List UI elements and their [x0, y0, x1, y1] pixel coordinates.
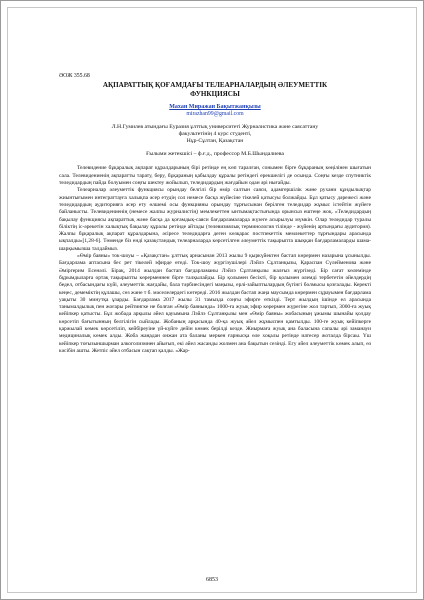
article-title [59, 81, 371, 98]
affiliation-line-1: Л.Н.Гумилев атындағы Еуразия ұлттық университеті Журналистика және саясаттану [111, 124, 319, 131]
affiliation-line-3: Нұр-Сұлтан, Қазақстан [186, 138, 244, 145]
paragraph-3: «Өмір баяны» ток-шоуы – «Қазақстан» ұлттық арнасынан 2013 жылы 9 қыркүйектен бастап көрермен назарына ұсынылды. Бағдарлама аптасына бес рет тікелей эфирде өтеді. Ток-шоу жүргізушілері Лэйлэ Сұлтанқызы, Қараспан Сүлейменова және Әміргерим Есенәлі. Бірақ, 2014 жылдан бастап бағдарламаны Лэйлэ Сұлтанқызы жалғыз жүргізеді. Бір сағат көлемінде бұрымдыларға ортақ тақырыпты көрерменнен бірге талқылайды. Бір қолымен бесікті, бір қолымен әлемді тербететін әйелдердің бедел, отбасындағы күйі, әлеуметтік жағдайы, бала тәрбиесіндегі маңызы, ерлі-зайыптылардың бүгінгі болмысы қозғалады. Керекті кеңес, демеміктің құлашы, сөз және т б. мәселелердегі көтереді. 2016 жылдан бастап жаңа маусымда көрермен сұрауымен бағдарлама уақыты 30 минутқа ұзарды. Бағдарлама 2017 жылы 31 тамызда соңғы эфирге өткізді. Терт жылдың ішінде ел арасында танымалдылық пен жоғары рейтингке не болған «Өмір баянында» 1000-ға жуық эфир көрермен жүрегіне жол тартып, 3000-ға жуық кейіпкер қатысты. Бұл жобада арқылы әйел қауымына Лэйлэ Сұлтанқызы мен «Өмір баяны» жобасының ұжымы шынайы қолдау көрсетіп бағытынның белгілігін сыйлады. Жобаның арқасында 40-қа жуық әйел жұмыспен қамтылды. 100-ге жуық кейіпкерге қаржылай көмек көрсетіліп, кейбіреуіне үй-күйге дейін көмек берілді кезде. Жиырмаға жуық ана баласына сапалы әрі заманауи медициналық көмек алды. Жоба жаңадан онжан ата баланы меркен ғарнысқа өле хоқалы ретінде иатесер жоталда бірсаы. Үш кейіпкер тоғызыншырман алкоголизмнен айығып, екі әйел жасанды жолмен ана бақытын сезінді. Егу әйел әлеуметтік көмек алып, өз кәсібін ашты. Жетпіс әйел отбасын сақтап қалды. «Жар- [59, 253, 371, 354]
paragraph-2: Телеарналар әлеуметтік функциясы орындау белгілі бір өмір салтын саяси, адамгершілік және рухани құндылықтар жиынтығымен интеграттауға халықпа әсер етудің сол немесе басқа жүйесіне тікелей қатысуы болжайды. Бұл қатысу дәрежесі және теледидардың аудиторияға әсер ету өлшемі осы функцияны орындау тұрғысынан берілген теледидар жұмыс істейтін жүйеге байланысты. Телевидениенің (немесе жалпы журналистің) мемлекеттен ынтымақтастығында орынсыз ештеңе жоқ. «Теледидардың бақылау функциясы ақпараттық және басқа да қоғамдық-саяси бағдарламаларда жүзеге асырылуы мүмкін. Олар теледидар туралы біліктің іс-әрекетін халықтық бақылау құралы ретінде айтады (телевизиялық терминология тілінде - жүйенің артындағы аудитория). Жалпы бұқаралық ақпарат құралдарына, әсіресе теледидарға деген көзқарас постпекеттік мемлекеттер тұрғындары арасында ықпалды»[1,28-6]. Төменде біз енді қазақстандық телеарналарда көрсетілген әлеуметтік тақырыпта шыққан бағдарламаларды шама-шарқымызша талдаймыз. [59, 187, 371, 252]
affiliation-line-2: факультетінің 4 курс студенті, [178, 131, 252, 138]
title-line-1: АҚПАРАТТЫҚ ҚОҒАМДАҒЫ ТЕЛЕАРНАЛАРДЫҢ ӘЛЕУМЕТТІК [102, 81, 328, 90]
scientific-advisor: Ғылыми жетекшісі – ф.ғ.д., профессор М.Б.Шындалиева [146, 151, 284, 158]
udc-code: ӘОЖ 355.68 [59, 73, 90, 79]
title-line-2: ФУНКЦИЯСЫ [190, 89, 240, 98]
page-number: 6853 [206, 577, 218, 583]
author-email[interactable]: mirazhan99@gmail.com [186, 111, 244, 118]
affiliation [59, 124, 371, 145]
author-name[interactable]: Махан Миражан Бақытжанқызы [169, 104, 261, 111]
paragraph-1: Телевидение бұқаралық ақпарат құралдарының бірі ретінде ең көп таралған, сонымен бірге бұқараның көңілінен шығатын сала. Телевидениенің ақпаратты тарату, беру, бұқараның қабылдау құралы ретіндегі ерекшелігі де осында. Соңғы кезде спутниктік теледидардың пайда болуымен соңғы шектеу жойылып, теледидардың жағдайын одан әрі нығайды. [59, 165, 371, 187]
article-body [59, 73, 371, 355]
